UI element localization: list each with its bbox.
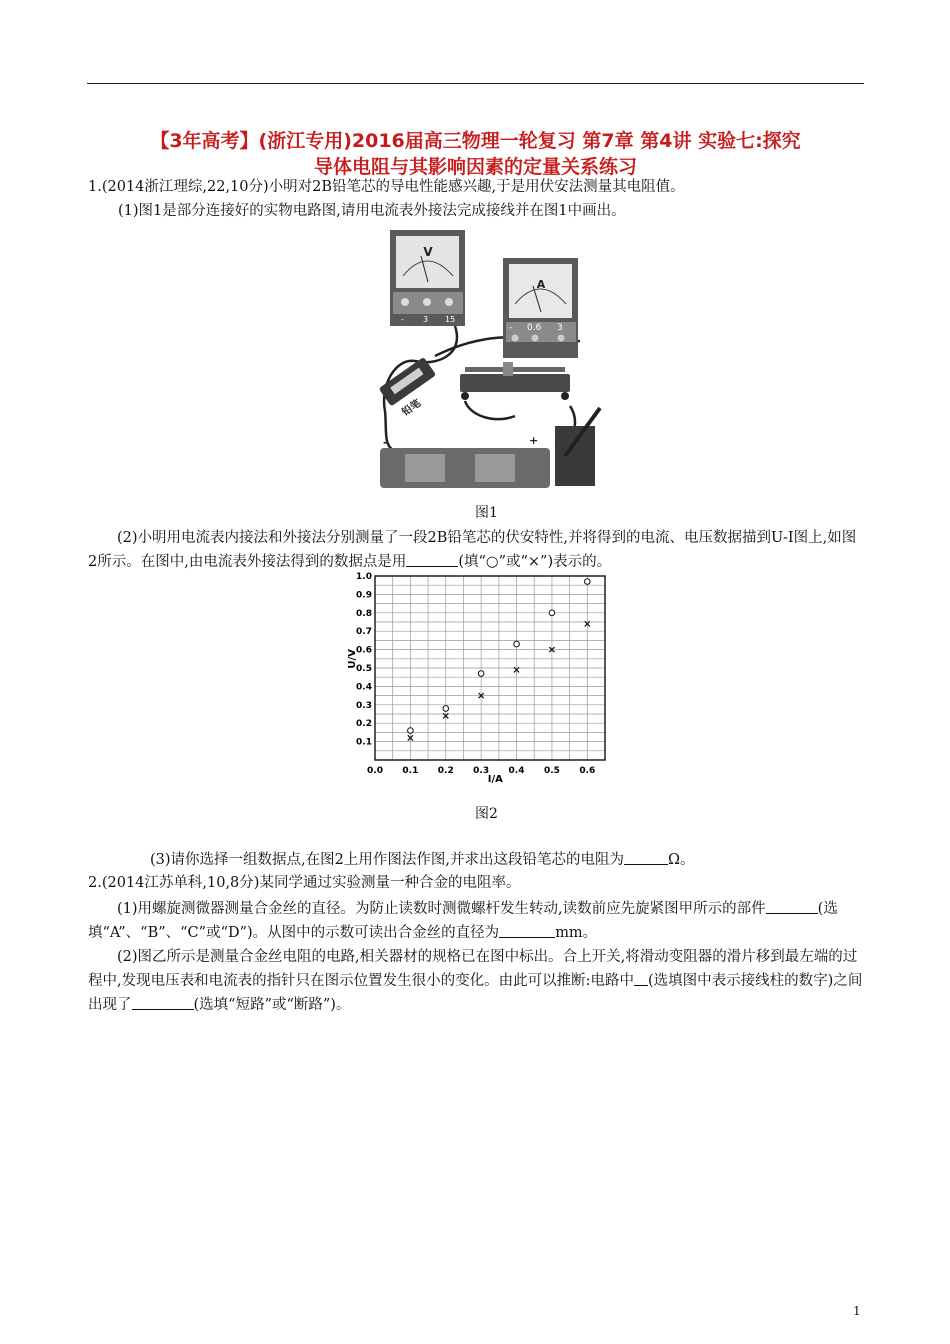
chart-y-ticks	[356, 572, 372, 748]
title-line-2: 导体电阻与其影响因素的定量关系练习	[313, 156, 637, 178]
voltmeter-terminal	[445, 298, 453, 306]
q2-header: 2.(2014江苏单科,10,8分)某同学通过实验测量一种合金的电阻率。	[88, 875, 521, 891]
ammeter-terminal	[532, 335, 539, 342]
x-tick-label: 0.5	[543, 766, 560, 776]
rheostat-terminal	[461, 392, 469, 400]
answer-blank	[132, 995, 194, 1010]
x-tick-label: 0.3	[473, 766, 490, 776]
q2-part2-text-end: (选填“短路”或“断路”)。	[193, 997, 351, 1013]
q1-part2	[88, 526, 864, 574]
x-tick-label: 0.1	[402, 766, 419, 776]
q1-header: 1.(2014浙江理综,22,10分)小明对2B铅笔芯的导电性能感兴趣,于是用伏安法测量其电阻值。	[88, 179, 685, 195]
y-tick-label: 0.2	[356, 719, 372, 730]
q2-part2-text: (2)图乙所示是测量合金丝电阻的电路,相关器材的规格已在图中标出。合上开关,将滑动变阻器的滑片移到最左端的过程中,发现电压表和电流表的指针只在图示位置发生很小的变化。由此可以推断:电路中	[88, 949, 858, 989]
q1-part2-text: (2)小明用电流表内接法和外接法分别测量了一段2B铅笔芯的伏安特性,并将得到的电流、电压数据描到U-I图上,如图2所示。在图中,由电流表外接法得到的数据点是用	[88, 530, 857, 570]
y-tick-label: 0.5	[356, 664, 372, 674]
page-number: 1	[853, 1304, 861, 1318]
title-line-1: 【3年高考】(浙江专用)2016届高三物理一轮复习 第7章 第4讲 实验七:探究	[150, 130, 801, 152]
y-tick-label: 0.8	[356, 608, 372, 619]
battery-box	[380, 434, 550, 488]
y-tick-label: 0.7	[356, 627, 372, 638]
ammeter-terminal-label: -	[509, 323, 513, 333]
ui-chart	[345, 568, 615, 783]
ammeter	[503, 258, 578, 358]
voltmeter-symbol: V	[423, 245, 433, 259]
answer-blank	[766, 899, 818, 914]
q1-part3	[150, 850, 695, 870]
data-point-circle	[478, 671, 484, 677]
switch	[555, 408, 600, 486]
answer-blank	[499, 923, 555, 938]
chart-x-ticks	[367, 766, 595, 776]
q2-part1-text-mid: (选填“A”、“B”、“C”或“D”)。从图中的示数可读出合金丝的直径为	[88, 901, 838, 941]
x-tick-label: 0.4	[508, 766, 525, 776]
data-point-circle	[443, 706, 449, 712]
ammeter-terminal-label: 0.6	[527, 323, 542, 333]
data-point-circle	[549, 610, 555, 616]
answer-blank	[406, 552, 458, 567]
battery-plus-label: +	[529, 434, 539, 447]
voltmeter-terminal-label: 3	[423, 315, 429, 324]
ammeter-terminal-label: 3	[557, 323, 563, 333]
x-tick-label: 0.0	[367, 766, 383, 776]
pencil-label: 铅笔	[400, 397, 424, 419]
q2-part1-unit: mm。	[555, 925, 598, 941]
q2-part1	[88, 897, 864, 945]
pencil-lead-holder	[379, 357, 437, 419]
ammeter-symbol: A	[536, 278, 546, 291]
rheostat-slider	[503, 362, 513, 376]
switch-base	[555, 426, 595, 486]
voltmeter	[390, 230, 465, 326]
q1-part2-text-end: (填“○”或“×”)表示的。	[458, 554, 612, 570]
battery-cell	[475, 454, 515, 482]
battery-minus-label: -	[383, 436, 388, 449]
rheostat-terminal	[561, 392, 569, 400]
circuit-photo-figure	[375, 226, 615, 491]
voltmeter-terminal-label: -	[401, 315, 404, 324]
header-rule	[87, 83, 864, 84]
y-tick-label: 0.9	[356, 590, 372, 601]
y-tick-label: 1.0	[356, 572, 372, 582]
q1-part1: (1)图1是部分连接好的实物电路图,请用电流表外接法完成接线并在图1中画出。	[118, 203, 626, 219]
data-point-circle	[585, 579, 591, 585]
rheostat	[460, 362, 570, 400]
wire	[465, 401, 515, 419]
y-tick-label: 0.1	[356, 737, 372, 748]
ammeter-terminal	[512, 335, 519, 342]
q2-part1-text: (1)用螺旋测微器测量合金丝的直径。为防止读数时测微螺杆发生转动,读数前应先旋紧图甲所示的部件	[117, 901, 766, 917]
x-axis-label: I/A	[487, 774, 503, 783]
figure-2-caption: 图2	[475, 806, 498, 822]
x-tick-label: 0.6	[579, 766, 596, 776]
q2-part2-text-mid: (选填图中表示接线柱的数字)之间出现了	[88, 973, 863, 1013]
voltmeter-terminal	[423, 298, 431, 306]
data-point-circle	[408, 728, 414, 734]
battery-cell	[405, 454, 445, 482]
y-tick-label: 0.4	[356, 682, 372, 693]
y-axis-label: U/V	[347, 649, 358, 669]
data-point-circle	[514, 641, 520, 647]
q1-part3-unit: Ω。	[667, 852, 695, 868]
q1-part3-text: (3)请你选择一组数据点,在图2上用作图法作图,并求出这段铅笔芯的电阻为	[150, 852, 624, 868]
figure-1-caption: 图1	[475, 505, 498, 521]
y-tick-label: 0.3	[356, 700, 372, 711]
answer-blank	[634, 971, 648, 986]
q2-part2	[88, 945, 864, 1017]
answer-blank	[624, 850, 668, 865]
voltmeter-terminal	[401, 298, 409, 306]
rheostat-coil	[460, 374, 570, 392]
document-title	[87, 128, 864, 180]
voltmeter-terminal-label: 15	[445, 315, 456, 324]
x-tick-label: 0.2	[437, 766, 454, 776]
rheostat-rod	[465, 367, 565, 372]
ammeter-terminal	[558, 335, 565, 342]
y-tick-label: 0.6	[356, 645, 372, 656]
